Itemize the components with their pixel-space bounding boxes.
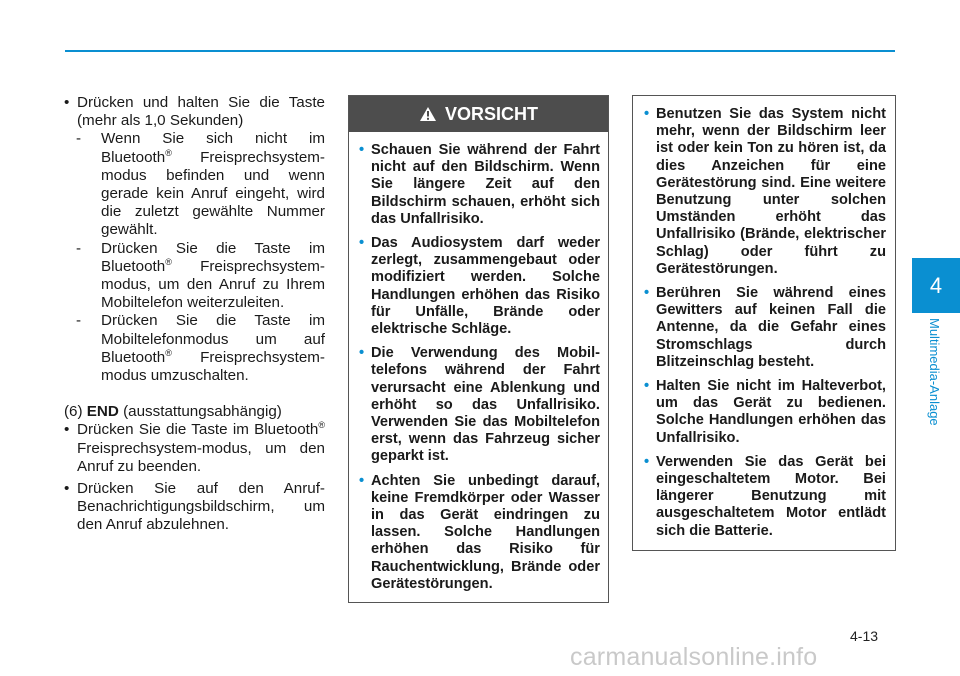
bullet-end-call: • Drücken Sie die Taste im Bluetooth® Freisprechsystem-modus, um den Anruf zu beenden. <box>64 421 325 476</box>
caution-title: VORSICHT <box>444 103 538 124</box>
sub-item-redial: - Wenn Sie sich nicht im Bluetooth® Freisprechsystem-modus befinden und wenn gerade kein Anruf eingeht, wird die zuletzt gewählte Nummer gewählt. <box>76 130 325 239</box>
top-rule <box>65 50 895 52</box>
watermark: carmanualsonline.info <box>570 643 818 671</box>
caution-item: • Benutzen Sie das System nicht mehr, wenn der Bildschirm leer ist oder kein Ton zu hören ist, da dies Anzeichen für eine Gerätestörung sind. Eine weitere Benutzung unter solchen Umständen erhöht das Unfallrisiko (Brände, elektrischer Schlag) oder führt zu Gerätestörungen. <box>644 106 886 278</box>
caution-item: • Halten Sie nicht im Halteverbot, um das Gerät zu bedienen. Solche Handlungen erhöhen das Unfallrisiko. <box>644 378 886 447</box>
caution-item: • Schauen Sie während der Fahrt nicht auf den Bildschirm. Wenn Sie längere Zeit auf den Bildschirm schauen, erhöht sich das Unfallrisiko. <box>359 142 600 228</box>
left-column <box>64 94 325 535</box>
caution-box <box>348 95 609 603</box>
page-number: 4-13 <box>850 628 879 644</box>
caution-item: • Verwenden Sie das Gerät bei eingeschaltetem Motor. Bei längerer Benutzung mit ausgeschaltetem Motor entlädt sich die Batterie. <box>644 454 886 540</box>
caution-box-continued <box>632 95 896 551</box>
caution-header <box>349 96 608 132</box>
caution-item: • Achten Sie unbedingt darauf, keine Fremdkörper oder Wasser in das Gerät eindringen zu lassen. Solche Handlungen erhöhen das Risiko für Rauchentwicklung, Brände oder Gerätestörungen. <box>359 473 600 593</box>
sub-item-transfer: - Drücken Sie die Taste im Bluetooth® Freisprechsystem-modus, um den Anruf zu Ihrem Mobiltelefon weiterzuleiten. <box>76 240 325 313</box>
warning-icon <box>419 106 437 122</box>
section-heading-end: (6) END (ausstattungsabhängig) <box>64 403 282 421</box>
chapter-label: Multimedia-Anlage <box>927 318 942 426</box>
bullet-reject-call: • Drücken Sie auf den Anruf-Benachrichtigungsbildschirm, um den Anruf abzulehnen. <box>64 480 325 535</box>
chapter-tab: 4 <box>912 258 960 313</box>
caution-item: • Das Audiosystem darf weder zerlegt, zusammengebaut oder modifiziert werden. Solche Handlungen erhöhen das Risiko für Unfälle, Brände oder elektrische Schläge. <box>359 235 600 338</box>
caution-item: • Berühren Sie während eines Gewitters auf keinen Fall die Antenne, da die Gefahr eines Stromschlags durch Blitzeinschlag besteht. <box>644 285 886 371</box>
sub-item-switch: - Drücken Sie die Taste im Mobiltelefonmodus um auf Bluetooth® Freisprechsystem-modus umzuschalten. <box>76 312 325 385</box>
bullet-press-hold: • Drücken und halten Sie die Taste (mehr als 1,0 Sekunden) <box>64 94 325 130</box>
caution-item: • Die Verwendung des Mobil-telefons während der Fahrt verursacht eine Ablenkung und erhöht so das Unfallrisiko. Verwenden Sie das Mobiltelefon erst, wenn das Fahrzeug sicher geparkt ist. <box>359 345 600 465</box>
